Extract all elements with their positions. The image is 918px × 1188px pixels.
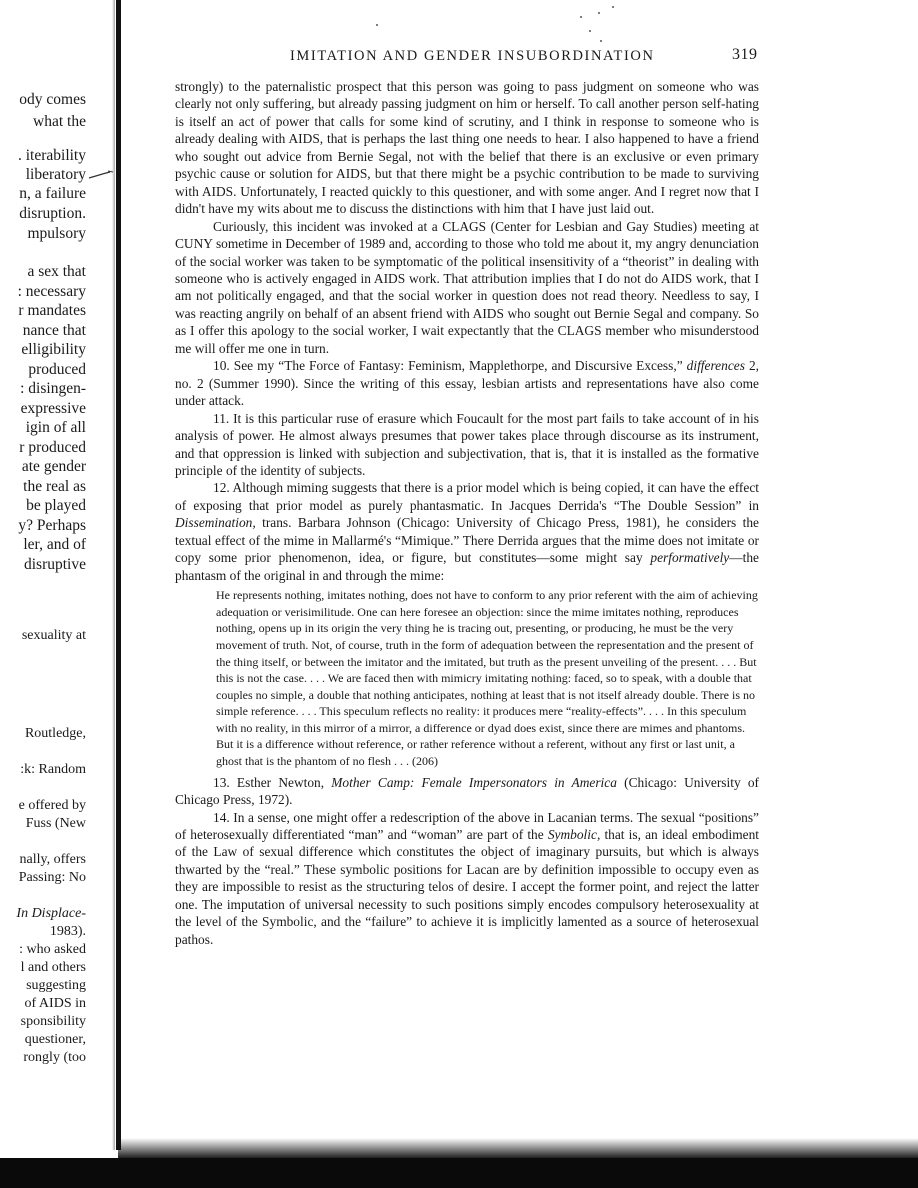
book-title: Mother Camp: Female Impersonators in America [331,774,617,790]
pencil-mark-icon [88,170,116,180]
scan-speck [600,40,602,42]
facing-page-line: Passing: No [18,870,86,885]
facing-page-line: rongly (too [23,1050,86,1065]
note-13 [175,774,759,809]
facing-page-line: sexuality at [21,628,86,643]
book-title: Dissemination, [175,515,256,531]
note-9-continuation: strongly) to the paternalistic prospect that this person was going to pass judgment on someone who was clearly not only suffering, but already passing judgment on him or herself. To call another person self-hating is itself an act of power that calls for some kind of scrutiny, and I think in response to someone who is already dealing with AIDS, that is perhaps the last thing one needs to hear. I also happened to have a friend who sought out advice from Bernie Segal, not with the belief that there is an exclusive or even primary psychic cause or solution for AIDS, but that there might be a psychic contribution to be made to surviving with AIDS. Unfortunately, I reacted quickly to this questioner, and with some anger. And I regret now that I didn't have my wits about me to discuss the distinctions with him that I have just laid out. [175,79,759,217]
note-text: 2, no. 2 (Summer 1990). Since the writing of this essay, lesbian artists and representations have also come under attack. [175,358,760,409]
scan-speck [612,6,614,8]
facing-page-line: Fuss (New [25,816,86,831]
note-text: 10. See my “The Force of Fantasy: Feminism, Mapplethorpe, and Discursive Excess,” [213,358,687,374]
scan-speck [580,16,582,18]
note-12 [175,479,759,584]
facing-page-line: Routledge, [24,726,86,741]
facing-page-line: a sex that [27,263,86,280]
facing-page-line: :k: Random [20,762,86,777]
facing-page-line: produced [28,361,86,378]
facing-page-line: igin of all [25,419,86,436]
scan-shadow [118,1138,918,1160]
note-text: (Chicago: University of Chicago Press, 1972). [175,774,759,808]
facing-page-line: ate gender [21,458,86,475]
facing-page-line: : necessary [17,283,86,300]
notes-text [175,78,759,948]
facing-page-line: ody comes [19,91,86,108]
journal-title: differences [686,358,745,374]
scan-bottom-edge [0,1158,918,1188]
emphasis: Symbolic, [547,827,601,843]
note-text: that is, an ideal embodiment of the Law of sexual difference which constitutes the object of imaginary pursuits, but which is always thwarted by the “real.” These symbolic positions for Lacan are by definition impossible to occupy even as they are impossible to resist as the structuring telos of desire. I accept the former point, and reject the latter one. The imputation of universal necessity to such positions simply encodes compulsory heterosexuality at the level of the Symbolic, and the “failure” to achieve it is implicitly lamented as a source of heterosexual pathos. [175,827,759,947]
note-10 [175,357,759,409]
scan-speck [589,30,591,32]
facing-page-line: : who asked [19,942,86,957]
facing-page-line: nance that [22,322,86,339]
facing-page-line: y? Perhaps [18,517,86,534]
note-11: 11. It is this particular ruse of erasure which Foucault for the most part fails to take account of in his analysis of power. He almost always presumes that power takes place through discourse as its instrument, and that oppression is linked with subjection and subjectivation, that is, that it is installed as the formative principle of the identity of subjects. [175,410,759,478]
facing-page-line: disruption. [19,205,86,222]
facing-page-line: : disingen- [20,380,86,397]
facing-page-line: r produced [19,439,86,456]
facing-page-line: e offered by [18,798,86,813]
note-text: —the phantasm of the original in and through the mime: [175,550,759,583]
facing-page-line: . iterability [17,147,86,164]
block-quote: He represents nothing, imitates nothing, does not have to conform to any prior referent with the aim of achieving adequation or verisimilitude. One can here foresee an objection: since the mime imitates nothing, reproduces nothing, opens up in its origin the very thing he is tracing out, presenting, or producing, he must be the very movement of truth. Not, of course, truth in the form of adequation between the representation and the present of the thing itself, or between the imitator and the imitated, but truth as the present unveiling of the present. . . . But this is not the case. . . . We are faced then with mimicry imitating nothing: faced, so to speak, with a double that couples no simple, a double that nothing anticipates, nothing at least that is not itself already double. There is no simple reference. . . . This speculum reflects no reality: it produces mere “reality-effects”. . . . In this speculum with no reality, in this mirror of a mirror, a difference or dyad does exist, since there are mimes and phantoms. But it is a difference without reference, or rather reference without a referent, without any first or last unit, a ghost that is the phantom of no flesh . . . (206) [216,588,758,769]
facing-page-line: ler, and of [23,536,86,553]
note-14 [175,809,759,949]
facing-page-line: n, a failure [19,185,86,202]
note-9-paragraph: Curiously, this incident was invoked at a CLAGS (Center for Lesbian and Gay Studies) meeting at CUNY sometime in December of 1989 and, according to those who told me about it, my angry denunciation of the social worker was taken to be symptomatic of the political insensitivity of a “theorist” in dealing with someone who is actively engaged in AIDS work. That attribution implies that I do not do AIDS work, that I am not politically engaged, and that the social worker in question does not read theory. Needless to say, I was reacting angrily on behalf of an absent friend with AIDS who sought out Bernie Segal and company. So as I offer this apology to the social worker, I wait expectantly that the CLAGS member who misunderstood me will offer me one in turn. [175,218,759,356]
scan-speck [376,24,378,26]
note-text: 13. Esther Newton, [213,774,332,790]
page-number: 319 [732,46,758,63]
facing-page-line: liberatory [25,166,86,183]
note-text: trans. Barbara Johnson (Chicago: University of Chicago Press, 1981), he considers the textual effect of the mime in Mallarmé's “Mimique.” There Derrida argues that the mime does not imitate or copy some prior phenomenon, idea, or figure, but constitutes—some might say [175,515,759,566]
facing-page-line: suggesting [26,978,86,993]
facing-page-line: nally, offers [19,852,86,867]
facing-page-line: elligibility [21,341,86,358]
scan-speck [598,12,600,14]
facing-page-line: the real as [23,478,86,495]
facing-page-line: mpulsory [27,225,86,242]
facing-page-line: r mandates [18,302,86,319]
emphasis: performatively [650,550,730,566]
running-head: IMITATION AND GENDER INSUBORDINATION [290,48,655,64]
facing-page-line: what the [33,113,86,130]
facing-page-line: l and others [20,960,86,975]
facing-page-line: of AIDS in [24,996,86,1011]
book-spine-edge [116,0,121,1150]
facing-page-line: 1983). [49,924,86,939]
facing-page-line: expressive [20,400,86,417]
facing-page-line: questioner, [24,1032,86,1047]
note-text: 12. Although miming suggests that there is a prior model which is being copied, it can have the effect of exposing that prior model as purely phantasmatic. In Jacques Derrida's “The Double Session” in [175,480,759,513]
facing-page-line: In Displace- [16,906,86,921]
facing-page-line: sponsibility [20,1014,86,1029]
facing-page-line: be played [26,497,86,514]
note-text: 14. In a sense, one might offer a redescription of the above in Lacanian terms. The sexual “positions” of heterosexually differentiated “man” and “woman” are part of the [175,809,759,843]
facing-page-line: disruptive [24,556,86,573]
